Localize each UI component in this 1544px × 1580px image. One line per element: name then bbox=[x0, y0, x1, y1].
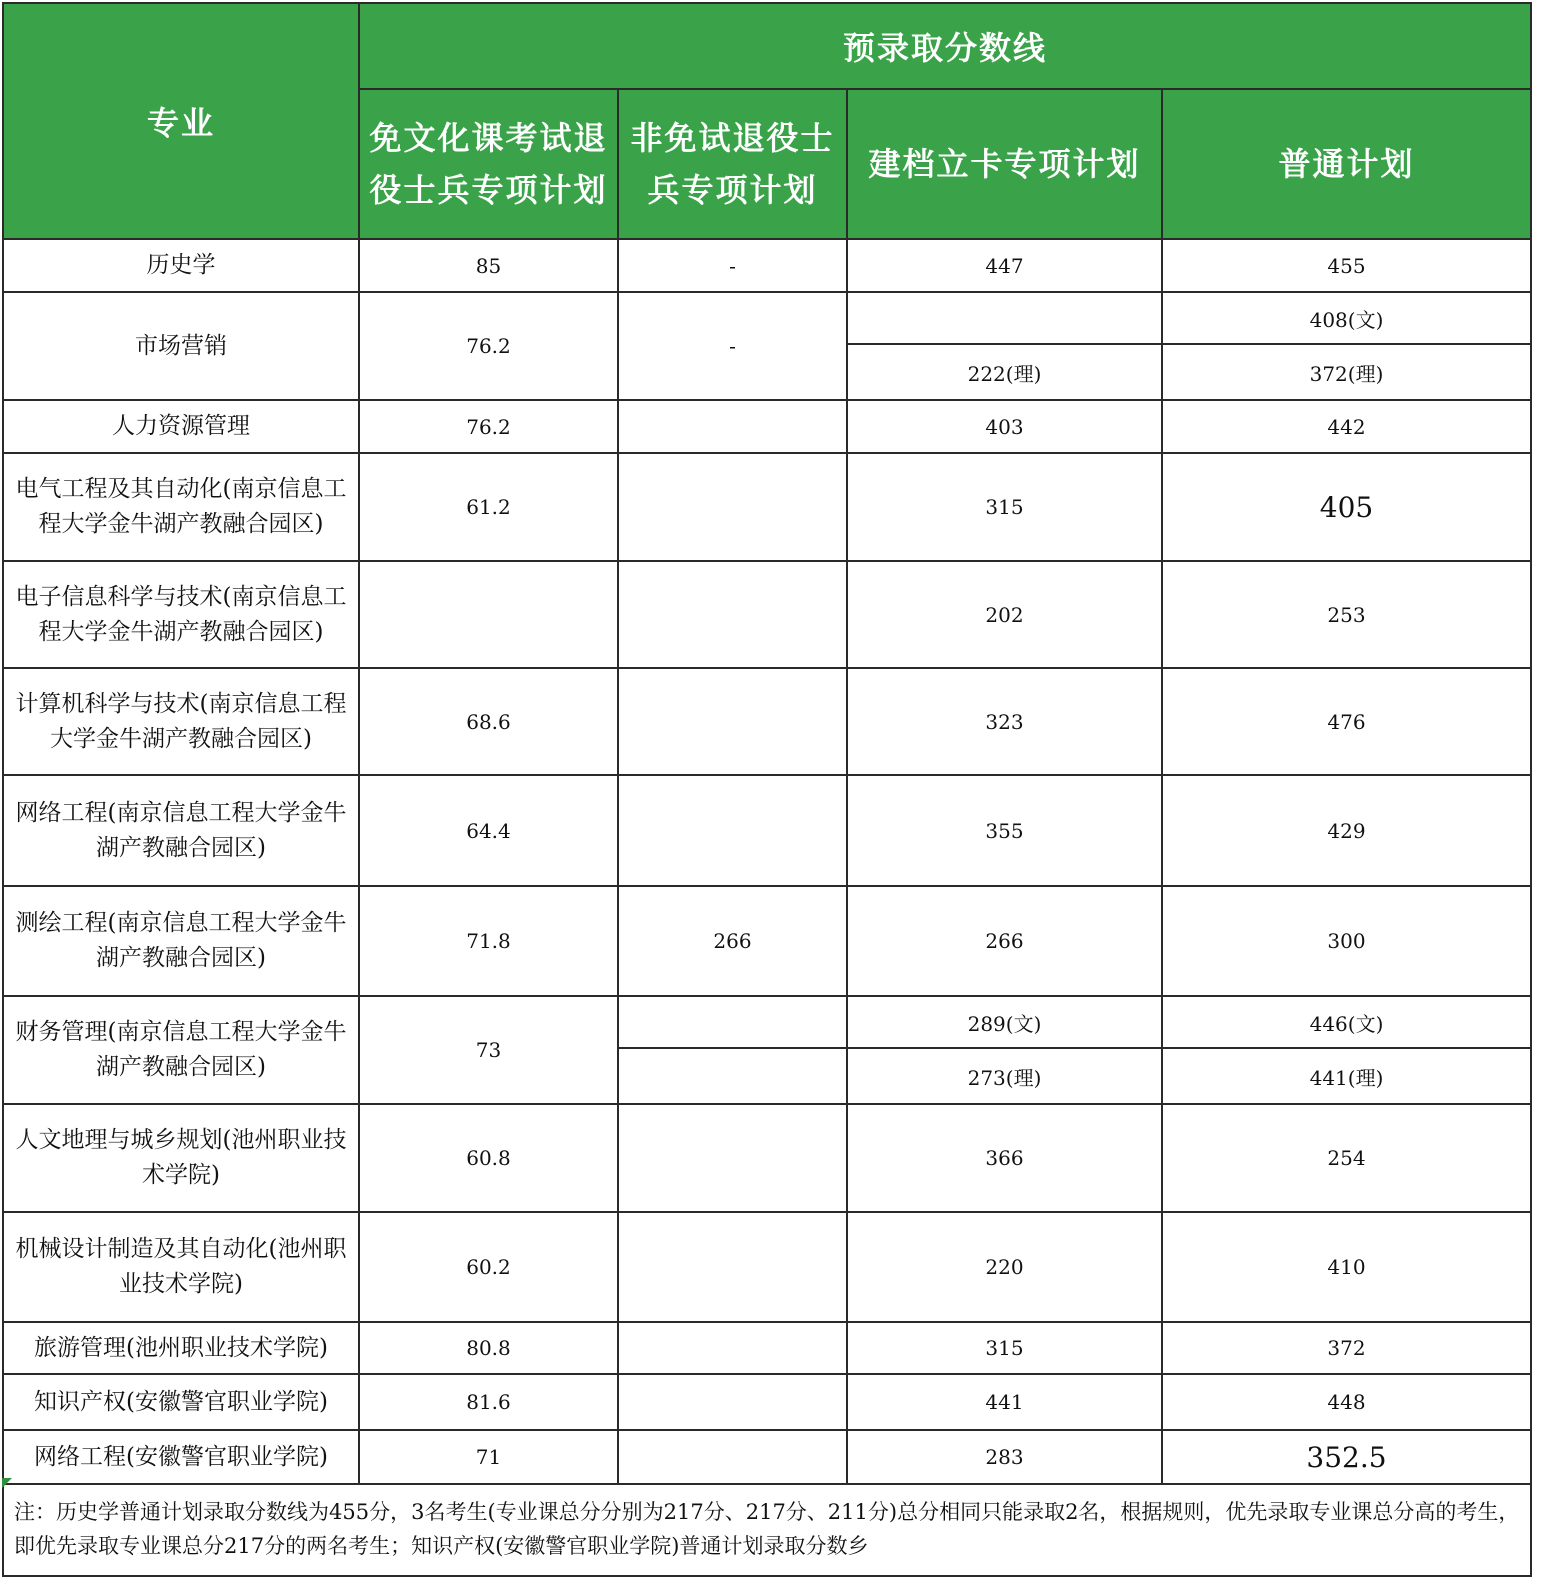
score-cell bbox=[618, 1374, 847, 1430]
table-row bbox=[3, 996, 1531, 1048]
table-row bbox=[3, 1212, 1531, 1322]
score-cell: 372(理) bbox=[1162, 344, 1531, 400]
score-cell bbox=[618, 775, 847, 886]
score-cell: 300 bbox=[1162, 886, 1531, 996]
table-row bbox=[3, 400, 1531, 453]
major-cell: 财务管理(南京信息工程大学金牛湖产教融合园区) bbox=[3, 996, 359, 1104]
table-row bbox=[3, 1430, 1531, 1484]
score-cell bbox=[618, 400, 847, 453]
score-cell: 273(理) bbox=[847, 1048, 1162, 1104]
score-cell: 76.2 bbox=[359, 292, 618, 400]
major-cell: 市场营销 bbox=[3, 292, 359, 400]
admission-score-table bbox=[2, 2, 1532, 1577]
score-cell: 85 bbox=[359, 239, 618, 292]
score-cell bbox=[618, 561, 847, 668]
score-cell: 315 bbox=[847, 453, 1162, 561]
header-score-group: 预录取分数线 bbox=[359, 3, 1531, 89]
table-row bbox=[3, 453, 1531, 561]
table-row bbox=[3, 1374, 1531, 1430]
cell-comment-marker bbox=[2, 1478, 12, 1488]
score-cell bbox=[359, 561, 618, 668]
header-non-exempt-veteran-plan: 非免试退役士兵专项计划 bbox=[618, 89, 847, 239]
score-cell: 266 bbox=[847, 886, 1162, 996]
major-cell: 人力资源管理 bbox=[3, 400, 359, 453]
major-cell: 知识产权(安徽警官职业学院) bbox=[3, 1374, 359, 1430]
score-cell: 323 bbox=[847, 668, 1162, 775]
header-major: 专业 bbox=[3, 3, 359, 239]
header-exempt-veteran-plan: 免文化课考试退役士兵专项计划 bbox=[359, 89, 618, 239]
score-cell bbox=[618, 1048, 847, 1104]
score-cell: 315 bbox=[847, 1322, 1162, 1374]
score-cell: 81.6 bbox=[359, 1374, 618, 1430]
major-cell: 网络工程(南京信息工程大学金牛湖产教融合园区) bbox=[3, 775, 359, 886]
table-row bbox=[3, 775, 1531, 886]
score-cell: 80.8 bbox=[359, 1322, 618, 1374]
score-cell: 266 bbox=[618, 886, 847, 996]
score-cell: 64.4 bbox=[359, 775, 618, 886]
score-cell: 355 bbox=[847, 775, 1162, 886]
score-cell: 289(文) bbox=[847, 996, 1162, 1048]
major-cell: 旅游管理(池州职业技术学院) bbox=[3, 1322, 359, 1374]
table-row bbox=[3, 561, 1531, 668]
score-cell: 447 bbox=[847, 239, 1162, 292]
score-cell: 352.5 bbox=[1162, 1430, 1531, 1484]
score-cell: 448 bbox=[1162, 1374, 1531, 1430]
score-cell: - bbox=[618, 292, 847, 400]
table-row bbox=[3, 292, 1531, 344]
score-cell: 60.8 bbox=[359, 1104, 618, 1212]
major-cell: 计算机科学与技术(南京信息工程大学金牛湖产教融合园区) bbox=[3, 668, 359, 775]
major-cell: 网络工程(安徽警官职业学院) bbox=[3, 1430, 359, 1484]
score-cell: 372 bbox=[1162, 1322, 1531, 1374]
score-cell: 405 bbox=[1162, 453, 1531, 561]
table-row bbox=[3, 886, 1531, 996]
score-cell: 71.8 bbox=[359, 886, 618, 996]
major-cell: 历史学 bbox=[3, 239, 359, 292]
score-cell: 446(文) bbox=[1162, 996, 1531, 1048]
score-cell: 202 bbox=[847, 561, 1162, 668]
score-cell: 220 bbox=[847, 1212, 1162, 1322]
score-cell: 429 bbox=[1162, 775, 1531, 886]
header-poverty-plan: 建档立卡专项计划 bbox=[847, 89, 1162, 239]
score-cell bbox=[847, 292, 1162, 344]
score-cell bbox=[618, 668, 847, 775]
score-cell: 441(理) bbox=[1162, 1048, 1531, 1104]
table-row bbox=[3, 668, 1531, 775]
score-cell bbox=[618, 1104, 847, 1212]
table-row bbox=[3, 1104, 1531, 1212]
score-cell: 60.2 bbox=[359, 1212, 618, 1322]
score-cell: 476 bbox=[1162, 668, 1531, 775]
score-cell: 283 bbox=[847, 1430, 1162, 1484]
header-regular-plan: 普通计划 bbox=[1162, 89, 1531, 239]
score-cell: 76.2 bbox=[359, 400, 618, 453]
score-cell bbox=[618, 1212, 847, 1322]
score-cell: 410 bbox=[1162, 1212, 1531, 1322]
table-row bbox=[3, 1322, 1531, 1374]
major-cell: 电气工程及其自动化(南京信息工程大学金牛湖产教融合园区) bbox=[3, 453, 359, 561]
score-cell bbox=[618, 996, 847, 1048]
score-cell: 68.6 bbox=[359, 668, 618, 775]
footnote: 注：历史学普通计划录取分数线为455分，3名考生(专业课总分分别为217分、217分、211分)总分相同只能录取2名，根据规则，优先录取专业课总分高的考生，即优先录取专业课总分217分的两名考生；知识产权(安徽警官职业学院)普通计划录取分数乡 bbox=[3, 1484, 1531, 1576]
score-cell: 366 bbox=[847, 1104, 1162, 1212]
score-cell bbox=[618, 453, 847, 561]
score-cell: 61.2 bbox=[359, 453, 618, 561]
major-cell: 机械设计制造及其自动化(池州职业技术学院) bbox=[3, 1212, 359, 1322]
score-cell: 441 bbox=[847, 1374, 1162, 1430]
score-cell: 71 bbox=[359, 1430, 618, 1484]
score-cell: 403 bbox=[847, 400, 1162, 453]
score-cell: 442 bbox=[1162, 400, 1531, 453]
score-cell: 73 bbox=[359, 996, 618, 1104]
major-cell: 测绘工程(南京信息工程大学金牛湖产教融合园区) bbox=[3, 886, 359, 996]
score-cell bbox=[618, 1322, 847, 1374]
score-cell: 253 bbox=[1162, 561, 1531, 668]
major-cell: 电子信息科学与技术(南京信息工程大学金牛湖产教融合园区) bbox=[3, 561, 359, 668]
score-cell: 222(理) bbox=[847, 344, 1162, 400]
score-cell: 408(文) bbox=[1162, 292, 1531, 344]
score-cell: 254 bbox=[1162, 1104, 1531, 1212]
note-row bbox=[3, 1484, 1531, 1576]
table-row bbox=[3, 239, 1531, 292]
score-cell bbox=[618, 1430, 847, 1484]
score-cell: - bbox=[618, 239, 847, 292]
score-cell: 455 bbox=[1162, 239, 1531, 292]
major-cell: 人文地理与城乡规划(池州职业技术学院) bbox=[3, 1104, 359, 1212]
